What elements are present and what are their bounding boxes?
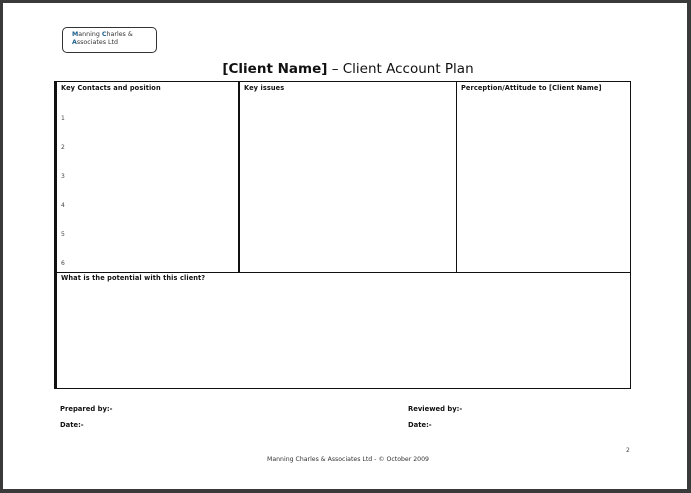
- prepared-by-label: Prepared by:-: [60, 405, 113, 413]
- contact-number: 1: [61, 115, 65, 122]
- contact-number: 4: [61, 202, 65, 209]
- page-title: [3, 61, 687, 77]
- title-client-name: [Client Name]: [222, 61, 328, 77]
- perception-header: Perception/Attitude to [Client Name]: [461, 84, 602, 92]
- contact-number: 6: [61, 260, 65, 267]
- logo-line-1: Manning Charles &: [72, 31, 133, 38]
- company-logo: [62, 27, 157, 53]
- key-issues-cell[interactable]: [240, 82, 457, 272]
- document-page: [3, 3, 687, 489]
- perception-cell[interactable]: [457, 82, 631, 272]
- contact-number: 5: [61, 231, 65, 238]
- contact-number: 2: [61, 144, 65, 151]
- key-contacts-header: Key Contacts and position: [61, 84, 161, 92]
- account-plan-table: [54, 81, 631, 389]
- prepared-date-label: Date:-: [60, 421, 84, 429]
- title-rest: – Client Account Plan: [327, 61, 474, 77]
- reviewed-date-label: Date:-: [408, 421, 432, 429]
- potential-cell[interactable]: [57, 272, 630, 388]
- key-contacts-cell[interactable]: [57, 82, 240, 272]
- logo-line-2: Associates Ltd: [72, 39, 118, 47]
- footer-copyright: Manning Charles & Associates Ltd - © October 2009: [267, 456, 429, 463]
- reviewed-by-label: Reviewed by:-: [408, 405, 463, 413]
- page-number: 2: [626, 447, 630, 454]
- contact-number: 3: [61, 173, 65, 180]
- potential-header: What is the potential with this client?: [61, 274, 206, 282]
- key-issues-header: Key issues: [244, 84, 285, 92]
